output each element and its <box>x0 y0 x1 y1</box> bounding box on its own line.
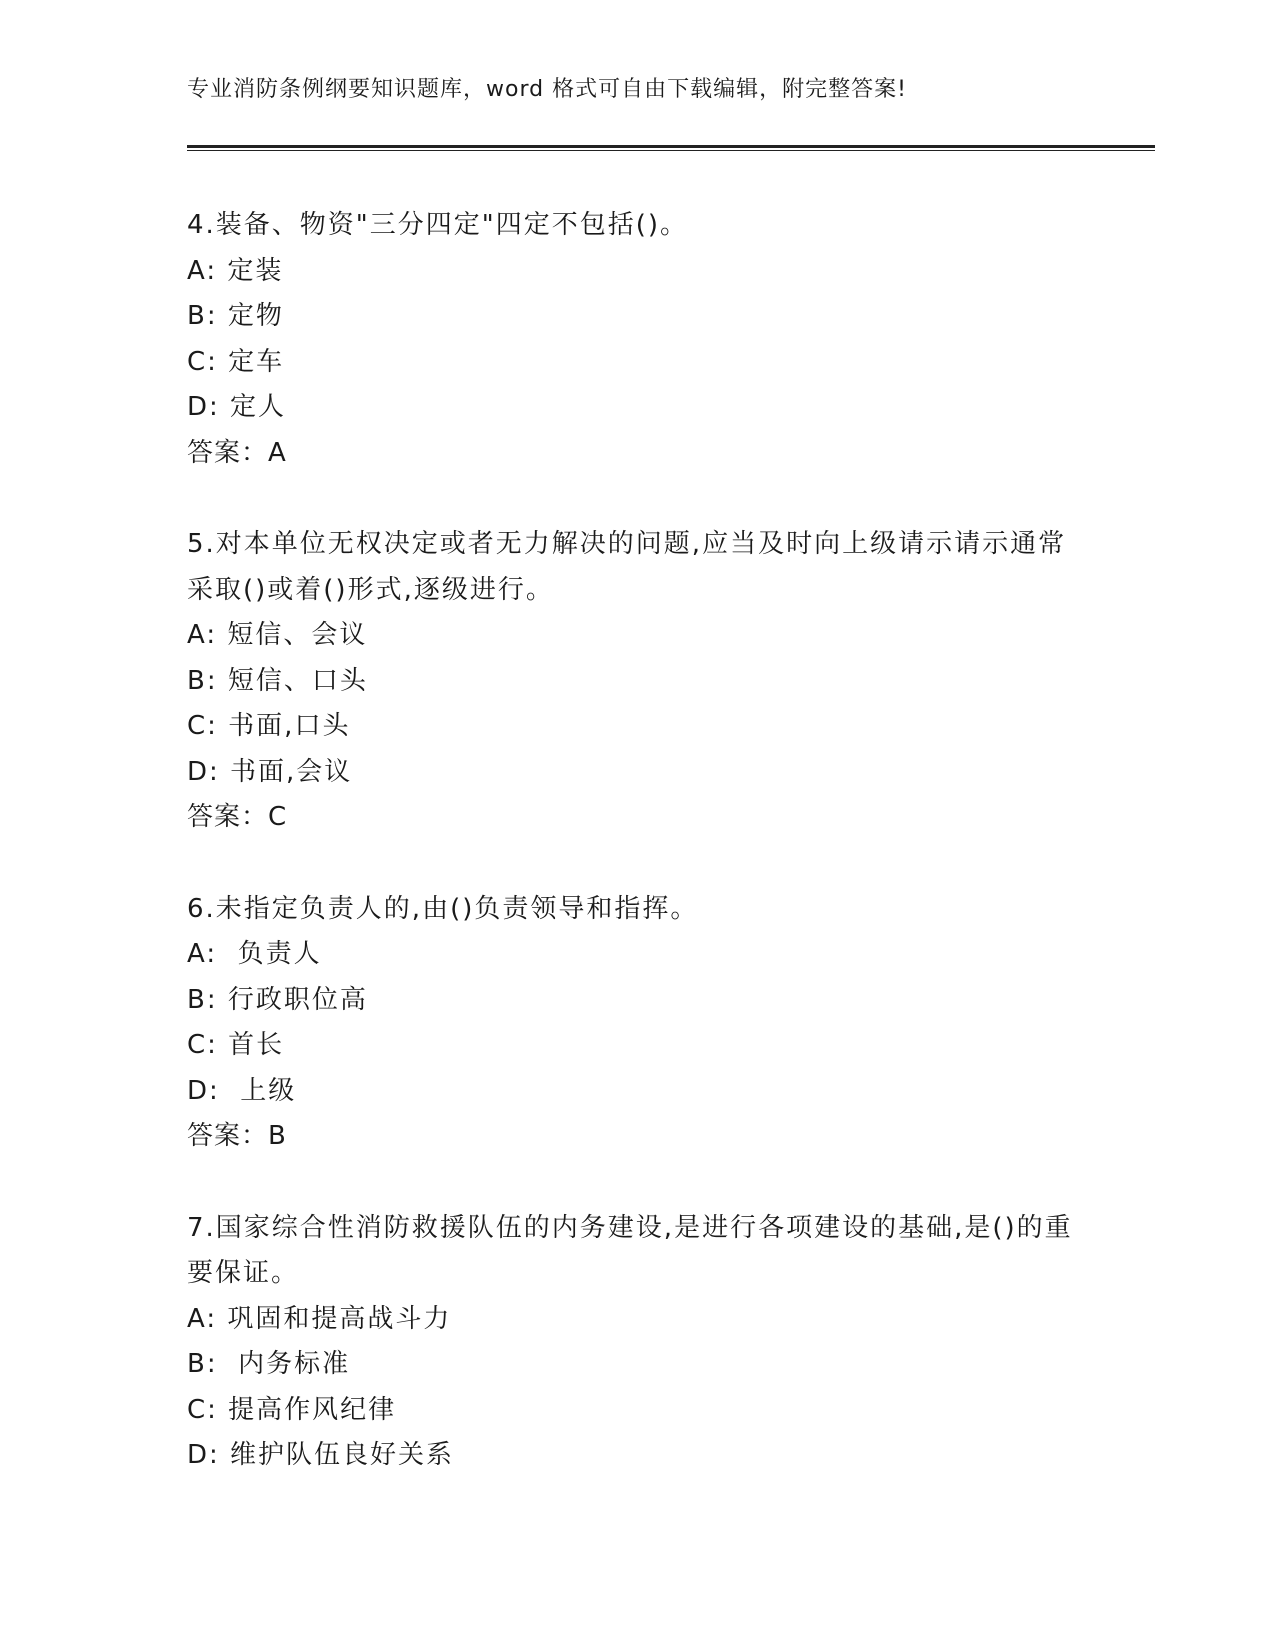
question-gap <box>187 476 1087 522</box>
option-c: C: 提高作风纪律 <box>187 1394 397 1425</box>
question-4 <box>187 203 1087 476</box>
option-b: B: 定物 <box>187 301 284 331</box>
option-b: B: 短信、口头 <box>187 665 368 696</box>
question-gap <box>187 841 1087 887</box>
header-rule-thin <box>187 150 1155 151</box>
question-list <box>187 203 1087 1479</box>
answer-line: 答案：C <box>187 802 288 832</box>
option-b: B: 内务标准 <box>187 1349 351 1379</box>
option-c: C: 定车 <box>187 346 285 377</box>
question-stem: 7.国家综合性消防救援队伍的内务建设,是进行各项建设的基础,是()的重要保证。 <box>187 1212 1073 1288</box>
question-5 <box>187 522 1087 841</box>
question-stem: 6.未指定负责人的,由()负责领导和指挥。 <box>187 893 699 924</box>
option-b: B: 行政职位高 <box>187 984 368 1015</box>
question-gap <box>187 1160 1087 1206</box>
option-d: D: 定人 <box>187 392 287 422</box>
question-6 <box>187 887 1087 1160</box>
option-a: A: 负责人 <box>187 939 322 969</box>
answer-line: 答案：B <box>187 1121 287 1151</box>
option-c: C: 书面,口头 <box>187 711 351 741</box>
question-7 <box>187 1206 1087 1479</box>
option-d: D: 书面,会议 <box>187 756 353 787</box>
answer-line: 答案：A <box>187 437 287 468</box>
question-stem: 5.对本单位无权决定或者无力解决的问题,应当及时向上级请示请示通常采取()或着()形式,逐级进行。 <box>187 529 1067 605</box>
option-a: A: 短信、会议 <box>187 620 368 650</box>
option-a: A: 巩固和提高战斗力 <box>187 1303 452 1334</box>
option-d: D: 维护队伍良好关系 <box>187 1440 455 1470</box>
option-d: D: 上级 <box>187 1075 297 1106</box>
option-a: A: 定装 <box>187 255 284 286</box>
option-c: C: 首长 <box>187 1030 285 1060</box>
header-rule-thick <box>187 145 1155 148</box>
document-header: 专业消防条例纲要知识题库，word 格式可自由下载编辑，附完整答案! <box>187 77 907 102</box>
question-stem: 4.装备、物资"三分四定"四定不包括()。 <box>187 210 689 240</box>
